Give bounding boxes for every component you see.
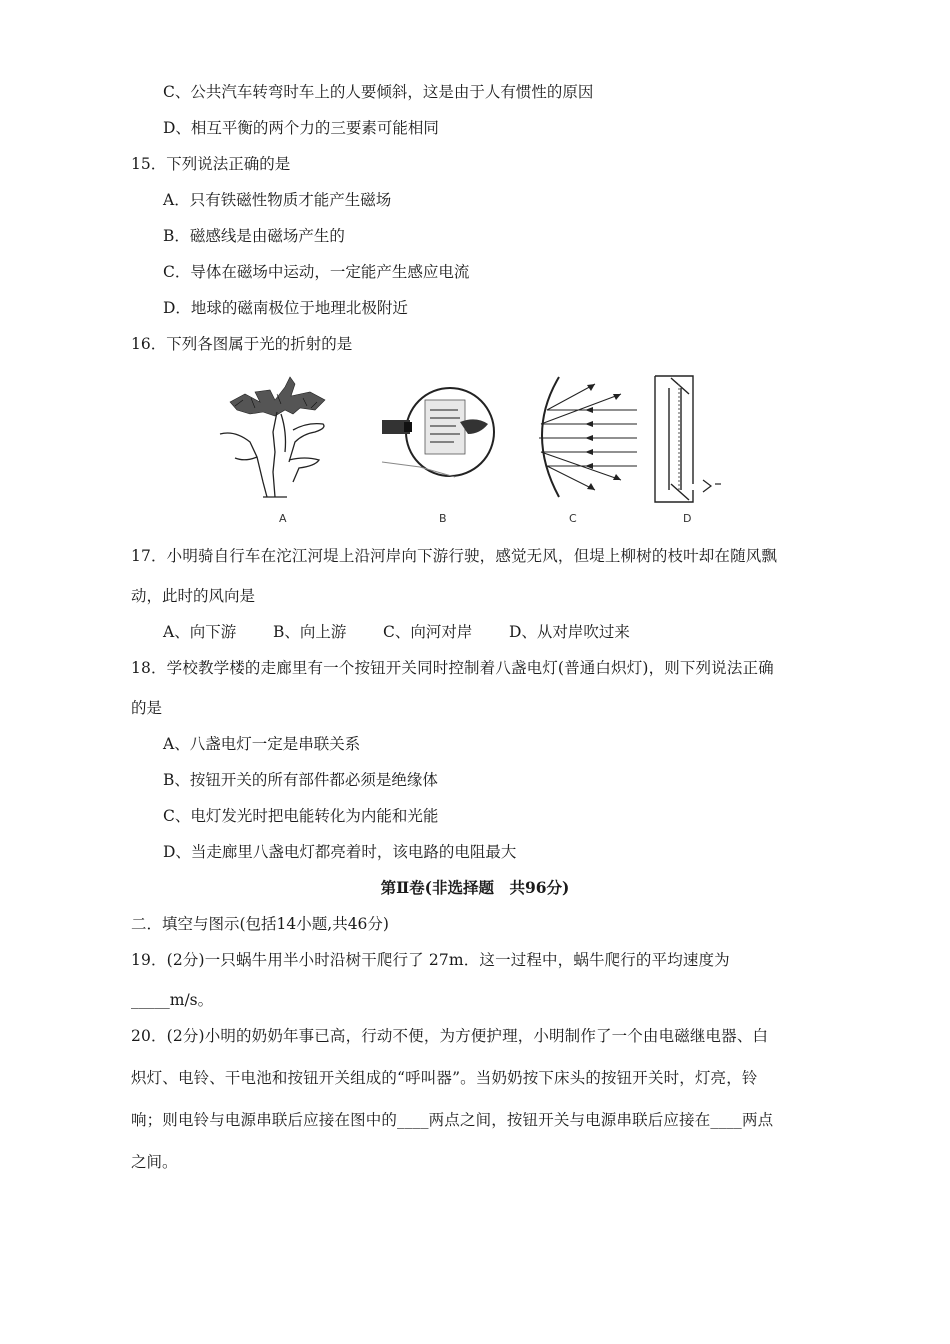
q15-stem: 15．下列说法正确的是 xyxy=(131,155,291,173)
figure-c-label: C xyxy=(569,512,577,525)
q17-option-d: D、从对岸吹过来 xyxy=(509,623,630,641)
q15-option-b: B．磁感线是由磁场产生的 xyxy=(163,227,345,245)
q15-option-a: A．只有铁磁性物质才能产生磁场 xyxy=(163,191,392,209)
q20-line1: 20．(2分)小明的奶奶年事已高，行动不便，为方便护理，小明制作了一个由电磁继电器、白 xyxy=(131,1027,769,1045)
q17-option-b: B、向上游 xyxy=(273,623,347,641)
q14-option-c: C、公共汽车转弯时车上的人要倾斜，这是由于人有惯性的原因 xyxy=(163,83,594,101)
figure-d-periscope xyxy=(645,372,735,507)
q20-line4: 之间。 xyxy=(131,1153,178,1171)
q17-options xyxy=(163,622,630,642)
q20-line2: 炽灯、电铃、干电池和按钮开关组成的“呼叫器”。当奶奶按下床头的按钮开关时，灯亮，铃 xyxy=(131,1069,758,1087)
q18-option-a: A、八盏电灯一定是串联关系 xyxy=(163,735,361,753)
q14-option-d: D、相互平衡的两个力的三要素可能相同 xyxy=(163,119,439,137)
section-2-heading: 二．填空与图示(包括14小题,共46分) xyxy=(131,915,389,933)
q18-option-c: C、电灯发光时把电能转化为内能和光能 xyxy=(163,807,439,825)
figure-b-label: B xyxy=(439,512,447,525)
q15-option-c: C．导体在磁场中运动，一定能产生感应电流 xyxy=(163,263,470,281)
q20-line3: 响；则电铃与电源串联后应接在图中的____两点之间，按钮开关与电源串联后应接在____两点 xyxy=(131,1111,774,1129)
q15-option-d: D．地球的磁南极位于地理北极附近 xyxy=(163,299,408,317)
q18-stem-line1: 18．学校教学楼的走廊里有一个按钮开关同时控制着八盏电灯(普通白炽灯)，则下列说法正确 xyxy=(131,659,774,677)
figure-d-label: D xyxy=(683,512,692,525)
q17-stem-line1: 17．小明骑自行车在沱江河堤上沿河岸向下游行驶，感觉无风，但堤上柳树的枝叶却在随风飘 xyxy=(131,547,778,565)
figure-a-label: A xyxy=(279,512,287,525)
q18-option-d: D、当走廊里八盏电灯都亮着时，该电路的电阻最大 xyxy=(163,843,517,861)
figure-b-magnifier xyxy=(380,372,510,507)
q18-stem-line2: 的是 xyxy=(131,699,163,717)
q17-stem-line2: 动，此时的风向是 xyxy=(131,587,256,605)
q17-option-c: C、向河对岸 xyxy=(383,623,473,641)
q16-stem: 16．下列各图属于光的折射的是 xyxy=(131,335,353,353)
q16-figures xyxy=(215,372,735,532)
figure-a-hand-shadow xyxy=(215,372,345,507)
q19-line2: _____m/s。 xyxy=(131,991,214,1009)
q18-option-b: B、按钮开关的所有部件都必须是绝缘体 xyxy=(163,771,438,789)
q19-line1: 19．(2分)一只蜗牛用半小时沿树干爬行了 27m．这一过程中，蜗牛爬行的平均速度为 xyxy=(131,951,730,969)
section-2-title: 第Ⅱ卷(非选择题 共96分) xyxy=(380,878,570,897)
q17-option-a: A、向下游 xyxy=(163,623,237,641)
figure-c-mirror-rays xyxy=(525,372,650,507)
